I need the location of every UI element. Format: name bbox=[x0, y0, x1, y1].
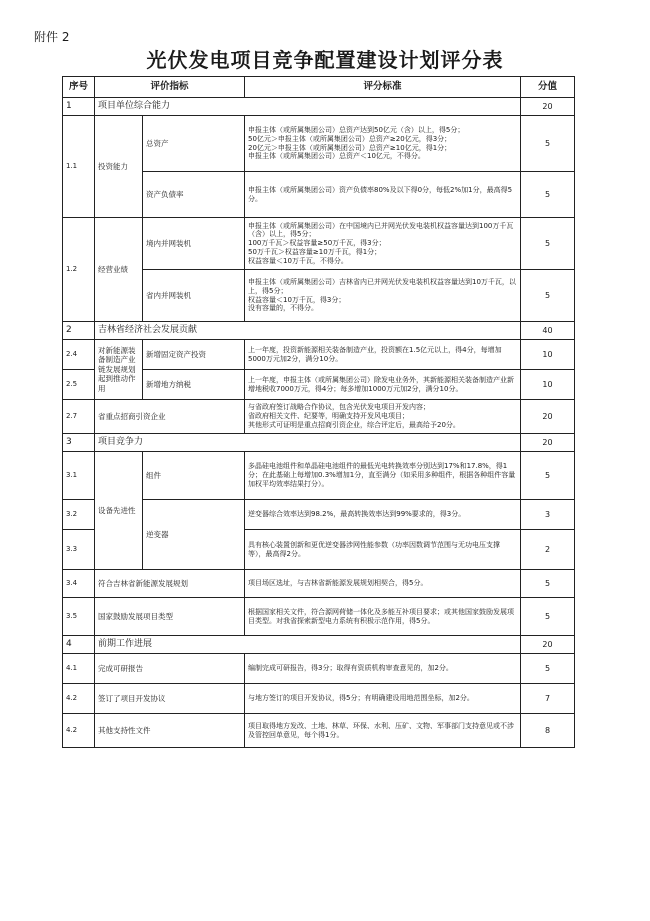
row-indicator: 完成可研报告 bbox=[95, 654, 245, 684]
section-row bbox=[63, 636, 575, 654]
scoring-table bbox=[62, 76, 575, 748]
table-row bbox=[63, 714, 575, 748]
row-sub-indicator: 新增固定资产投资 bbox=[143, 340, 245, 370]
row-indicator: 投资能力 bbox=[95, 116, 143, 218]
row-no: 1.2 bbox=[63, 218, 95, 322]
section-no: 1 bbox=[63, 98, 95, 116]
row-standard: 项目场区选址，与吉林省新能源发展规划相契合，得5分。 bbox=[245, 570, 521, 598]
section-row bbox=[63, 322, 575, 340]
row-indicator: 其他支持性文件 bbox=[95, 714, 245, 748]
page-title: 光伏发电项目竞争配置建设计划评分表 bbox=[146, 48, 504, 72]
section-score: 20 bbox=[521, 98, 575, 116]
row-standard: 根据国家相关文件，符合源网荷储一体化及多能互补项目要求；或其他国家鼓励发展项目类型。对我省探索新型电力系统有积极示范作用，得5分。 bbox=[245, 598, 521, 636]
row-no: 4.1 bbox=[63, 654, 95, 684]
row-standard: 与省政府签订战略合作协议，包含光伏发电项目开发内容； 省政府相关文件、纪要等，明确支持开发风电项目； 其他形式可证明是重点招商引资企业，综合评定后，最高给予20分。 bbox=[245, 400, 521, 434]
row-no: 3.2 bbox=[63, 500, 95, 530]
row-standard: 项目取得地方发改、土地、林草、环保、水利、压矿、文物、军事部门支持意见或不涉及管控回单意见，每个得1分。 bbox=[245, 714, 521, 748]
row-no: 2.4 bbox=[63, 340, 95, 370]
row-standard: 与地方签订的项目开发协议，得5分；有明确建设用地范围坐标，加2分。 bbox=[245, 684, 521, 714]
row-sub-indicator: 组件 bbox=[143, 452, 245, 500]
row-score: 5 bbox=[521, 116, 575, 172]
row-sub-indicator: 新增地方纳税 bbox=[143, 370, 245, 400]
attachment-label: 附件 2 bbox=[34, 30, 70, 44]
row-no: 3.5 bbox=[63, 598, 95, 636]
section-name: 项目单位综合能力 bbox=[95, 98, 521, 116]
row-indicator: 设备先进性 bbox=[95, 452, 143, 570]
section-row bbox=[63, 434, 575, 452]
row-indicator: 对新能源装备制造产业链发展规划起到推动作用 bbox=[95, 340, 143, 400]
row-standard: 申报主体（或所属集团公司）资产负债率80%及以下得0分，每低2%加1分，最高得5分。 bbox=[245, 172, 521, 218]
row-standard: 申报主体（或所属集团公司）总资产达到50亿元（含）以上，得5分； 50亿元＞申报主体（或所属集团公司）总资产≥20亿元，得3分； 20亿元＞申报主体（或所属集团公司）总资产≥10亿元，得1分； 申报主体（或所属集团公司）总资产＜10亿元，不得分。 bbox=[245, 116, 521, 172]
row-no: 2.7 bbox=[63, 400, 95, 434]
table-row bbox=[63, 452, 575, 500]
row-standard: 逆变器综合效率达到98.2%，最高转换效率达到99%要求的，得3分。 bbox=[245, 500, 521, 530]
header-no: 序号 bbox=[63, 77, 95, 98]
row-standard: 上一年度，申报主体（或所属集团公司）除发电业务外，其新能源相关装备制造产业新增地税收7000万元，得4分；每多增加1000万元加2分，满分10分。 bbox=[245, 370, 521, 400]
table-row bbox=[63, 340, 575, 370]
section-row bbox=[63, 98, 575, 116]
section-no: 2 bbox=[63, 322, 95, 340]
section-no: 4 bbox=[63, 636, 95, 654]
section-score: 40 bbox=[521, 322, 575, 340]
table-row bbox=[63, 570, 575, 598]
header-standard: 评分标准 bbox=[245, 77, 521, 98]
row-sub-indicator: 境内并网装机 bbox=[143, 218, 245, 270]
header-indicator: 评价指标 bbox=[95, 77, 245, 98]
table-row bbox=[63, 218, 575, 270]
row-score: 8 bbox=[521, 714, 575, 748]
row-no: 2.5 bbox=[63, 370, 95, 400]
row-standard: 具有核心装置创新和更优逆变器涉网性能参数（功率因数调节范围与无功电压支撑等），最高得2分。 bbox=[245, 530, 521, 570]
section-no: 3 bbox=[63, 434, 95, 452]
section-score: 20 bbox=[521, 636, 575, 654]
row-score: 5 bbox=[521, 570, 575, 598]
row-indicator: 国家鼓励发展项目类型 bbox=[95, 598, 245, 636]
row-standard: 多晶硅电池组件和单晶硅电池组件的最低光电转换效率分别达到17%和17.8%，得1分；在此基础上每增加0.3%增加1分，直至满分（如采用多种组件，根据各种组件容量加权平均效率结果打分）。 bbox=[245, 452, 521, 500]
row-score: 2 bbox=[521, 530, 575, 570]
table-header-row bbox=[63, 77, 575, 98]
row-score: 5 bbox=[521, 598, 575, 636]
table-row bbox=[63, 684, 575, 714]
row-standard: 申报主体（或所属集团公司）吉林省内已并网光伏发电装机权益容量达到10万千瓦，以上，得5分； 权益容量＜10万千瓦，得3分； 没有容量的，不得分。 bbox=[245, 270, 521, 322]
row-no: 3.3 bbox=[63, 530, 95, 570]
row-indicator: 签订了项目开发协议 bbox=[95, 684, 245, 714]
row-sub-indicator: 资产负债率 bbox=[143, 172, 245, 218]
row-no: 4.2 bbox=[63, 684, 95, 714]
row-score: 20 bbox=[521, 400, 575, 434]
row-no: 4.2 bbox=[63, 714, 95, 748]
table-row bbox=[63, 116, 575, 172]
row-score: 3 bbox=[521, 500, 575, 530]
section-name: 前期工作进展 bbox=[95, 636, 521, 654]
section-name: 项目竞争力 bbox=[95, 434, 521, 452]
row-sub-indicator: 逆变器 bbox=[143, 500, 245, 570]
row-sub-indicator: 省内并网装机 bbox=[143, 270, 245, 322]
row-score: 7 bbox=[521, 684, 575, 714]
row-no: 3.4 bbox=[63, 570, 95, 598]
row-standard: 编制完成可研报告，得3分；取得有资质机构审查意见的，加2分。 bbox=[245, 654, 521, 684]
row-score: 10 bbox=[521, 370, 575, 400]
row-score: 5 bbox=[521, 654, 575, 684]
row-standard: 申报主体（或所属集团公司）在中国境内已并网光伏发电装机权益容量达到100万千瓦（含）以上，得5分； 100万千瓦＞权益容量≥50万千瓦，得3分； 50万千瓦＞权益容量≥10万千瓦，得1分； 权益容量＜10万千瓦，不得分。 bbox=[245, 218, 521, 270]
row-no: 3.1 bbox=[63, 452, 95, 500]
table-row bbox=[63, 400, 575, 434]
row-score: 5 bbox=[521, 452, 575, 500]
section-score: 20 bbox=[521, 434, 575, 452]
row-no: 1.1 bbox=[63, 116, 95, 218]
row-score: 5 bbox=[521, 270, 575, 322]
row-score: 10 bbox=[521, 340, 575, 370]
row-score: 5 bbox=[521, 218, 575, 270]
row-indicator: 符合吉林省新能源发展规划 bbox=[95, 570, 245, 598]
row-score: 5 bbox=[521, 172, 575, 218]
section-name: 吉林省经济社会发展贡献 bbox=[95, 322, 521, 340]
table-row bbox=[63, 598, 575, 636]
row-sub-indicator: 总资产 bbox=[143, 116, 245, 172]
row-indicator: 省重点招商引资企业 bbox=[95, 400, 245, 434]
row-standard: 上一年度，投资新能源相关装备制造产业，投资额在1.5亿元以上，得4分，每增加5000万元加2分，满分10分。 bbox=[245, 340, 521, 370]
table-row bbox=[63, 654, 575, 684]
header-score: 分值 bbox=[521, 77, 575, 98]
row-indicator: 经营业绩 bbox=[95, 218, 143, 322]
